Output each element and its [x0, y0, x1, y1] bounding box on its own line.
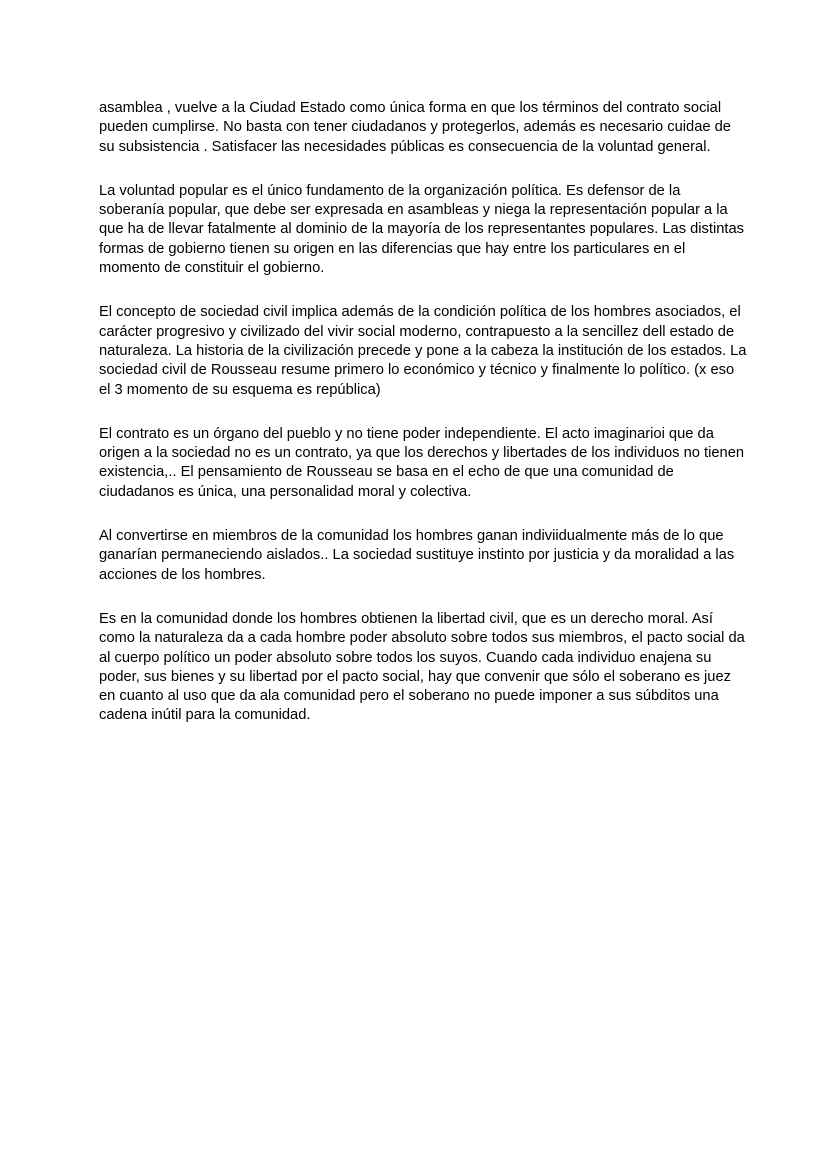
paragraph: asamblea , vuelve a la Ciudad Estado como única forma en que los términos del contrato social pueden cumplirse. No basta con tener ciudadanos y protegerlos, además es necesario cuidae de su subsistencia . Satisfacer las necesidades públicas es consecuencia de la voluntad general.: [99, 100, 736, 155]
paragraph: Es en la comunidad donde los hombres obtienen la libertad civil, que es un derecho moral. Así como la naturaleza da a cada hombre poder absoluto sobre todos sus miembros, el pacto social da al cuerpo político un poder absoluto sobre todos los suyos. Cuando cada individuo enajena su poder, sus bienes y su libertad por el pacto social, hay que convenir que sólo el soberano es juez en cuanto al uso que da ala comunidad pero el soberano no puede imponer a sus súbditos una cadena inútil para la comunidad.: [99, 610, 749, 724]
paragraph: El concepto de sociedad civil implica además de la condición política de los hombres asociados, el carácter progresivo y civilizado del vivir social moderno, contrapuesto a la sencillez dell estado de naturaleza. La historia de la civilización precede y pone a la cabeza la institución de los estados. La sociedad civil de Rousseau resume primero lo económico y técnico y finalmente lo político. (x eso el 3 momento de su esquema es república): [99, 304, 751, 398]
paragraph: El contrato es un órgano del pueblo y no tiene poder independiente. El acto imaginarioi que da origen a la sociedad no es un contrato, ya que los derechos y libertades de los individuos no tienen existencia,.. El pensamiento de Rousseau se basa en el echo de que una comunidad de ciudadanos es única, una personalidad moral y colectiva.: [99, 425, 749, 500]
document-text-body: [99, 99, 751, 751]
paragraph: La voluntad popular es el único fundamento de la organización política. Es defensor de la soberanía popular, que debe ser expresada en asambleas y niega la representación popular a la que ha de llevar fatalmente al dominio de la mayoría de los representantes populares. Las distintas formas de gobierno tienen su origen en las diferencias que hay entre los particulares en el momento de constituir el gobierno.: [99, 182, 749, 277]
paragraph: Al convertirse en miembros de la comunidad los hombres ganan indiviidualmente más de lo que ganarían permaneciendo aislados.. La sociedad sustituye instinto por justicia y da moralidad a las acciones de los hombres.: [99, 528, 739, 583]
